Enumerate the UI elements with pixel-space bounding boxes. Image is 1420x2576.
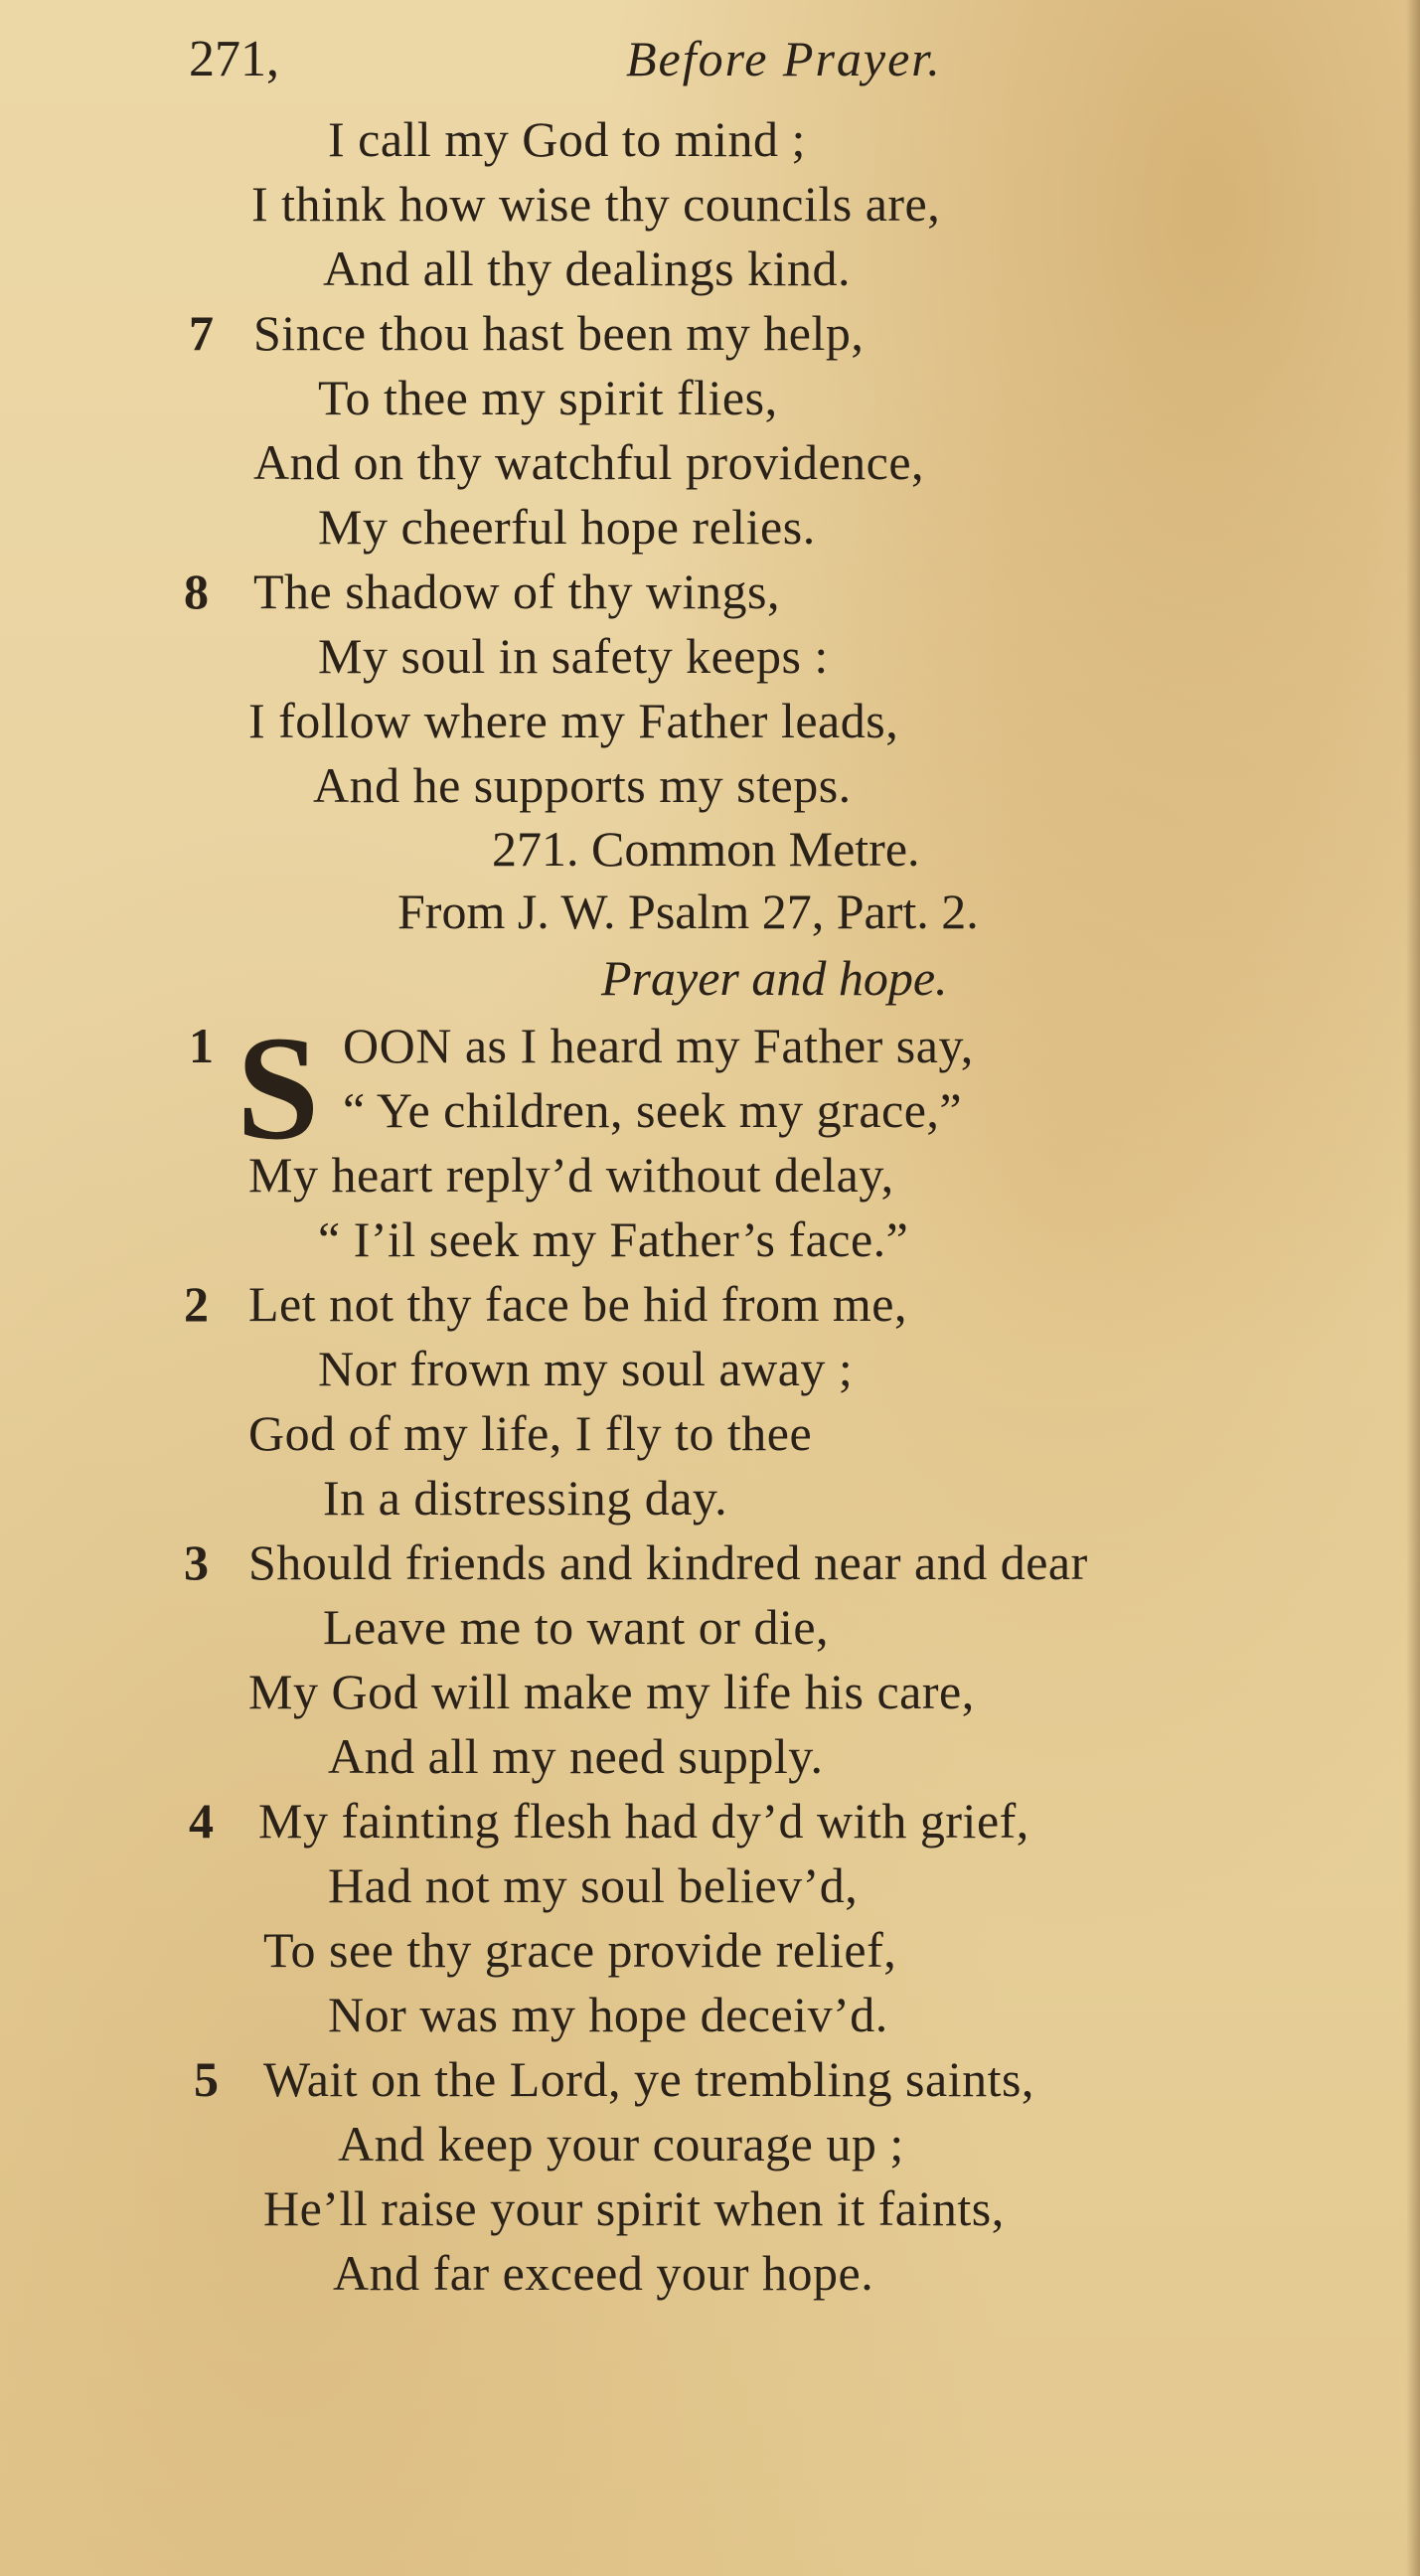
verse-line: I think how wise thy councils are, bbox=[251, 176, 941, 232]
verse-line: In a distressing day. bbox=[323, 1470, 728, 1526]
verse-line: “ Ye children, seek my grace,” bbox=[343, 1082, 963, 1138]
verse-line: Had not my soul believ’d, bbox=[328, 1857, 859, 1913]
hymn-heading: 271. Common Metre. bbox=[492, 821, 920, 877]
stanza-number: 7 bbox=[189, 305, 214, 361]
hymn-source: From J. W. Psalm 27, Part. 2. bbox=[397, 884, 979, 939]
verse-line: I call my God to mind ; bbox=[328, 111, 806, 167]
verse-line: Let not thy face be hid from me, bbox=[248, 1276, 907, 1332]
stanza-number: 8 bbox=[184, 564, 209, 619]
stanza-number: 4 bbox=[189, 1793, 214, 1849]
verse-line: And far exceed your hope. bbox=[333, 2245, 874, 2301]
verse-line: My soul in safety keeps : bbox=[318, 628, 829, 684]
verse-line: And on thy watchful providence, bbox=[253, 434, 925, 490]
verse-line: My God will make my life his care, bbox=[248, 1664, 975, 1719]
verse-line: Should friends and kindred near and dear bbox=[248, 1534, 1088, 1590]
verse-line: OON as I heard my Father say, bbox=[343, 1018, 974, 1073]
stanza-number: 1 bbox=[189, 1018, 214, 1073]
stanza-number: 3 bbox=[184, 1534, 209, 1590]
verse-line: “ I’il seek my Father’s face.” bbox=[318, 1211, 909, 1267]
drop-cap: S bbox=[237, 1006, 320, 1171]
verse-line: And he supports my steps. bbox=[313, 757, 852, 813]
verse-line: Nor was my hope deceiv’d. bbox=[328, 1987, 888, 2042]
verse-line: And all thy dealings kind. bbox=[323, 241, 851, 296]
verse-line: And keep your courage up ; bbox=[338, 2116, 904, 2172]
verse-line: I follow where my Father leads, bbox=[248, 693, 899, 748]
hymn-subtitle: Prayer and hope. bbox=[601, 950, 948, 1006]
verse-line: Since thou hast been my help, bbox=[253, 305, 865, 361]
verse-line: My fainting flesh had dy’d with grief, bbox=[258, 1793, 1029, 1849]
verse-line: God of my life, I fly to thee bbox=[248, 1405, 813, 1461]
verse-line: And all my need supply. bbox=[328, 1728, 824, 1784]
verse-line: My heart reply’d without delay, bbox=[248, 1147, 894, 1203]
page-number: 271, bbox=[189, 31, 279, 87]
verse-line: Nor frown my soul away ; bbox=[318, 1341, 854, 1396]
verse-line: The shadow of thy wings, bbox=[253, 564, 780, 619]
verse-line: My cheerful hope relies. bbox=[318, 499, 816, 555]
stanza-number: 2 bbox=[184, 1276, 209, 1332]
verse-line: To thee my spirit flies, bbox=[318, 370, 778, 425]
verse-line: He’ll raise your spirit when it faints, bbox=[263, 2180, 1005, 2236]
running-title: Before Prayer. bbox=[626, 31, 942, 86]
verse-line: Wait on the Lord, ye trembling saints, bbox=[263, 2051, 1034, 2107]
verse-line: To see thy grace provide relief, bbox=[263, 1922, 897, 1978]
verse-line: Leave me to want or die, bbox=[323, 1599, 830, 1655]
stanza-number: 5 bbox=[194, 2051, 219, 2107]
